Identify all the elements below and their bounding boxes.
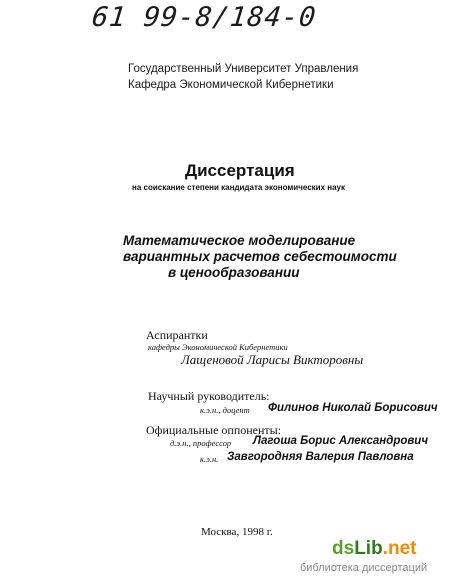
author-label: Аспирантки [146, 328, 208, 342]
place-and-date: Москва, 1998 г. [201, 526, 273, 538]
topic-line-3: в ценообразовании [168, 265, 300, 280]
document-title: Диссертация [185, 161, 295, 180]
dslib-logo[interactable] [332, 538, 416, 560]
opponent-1-rank: д.э.н., профессор [170, 438, 232, 448]
logo-net: .net [382, 538, 417, 559]
logo-ds: ds [332, 538, 355, 559]
topic-line-2: вариантных расчетов себестоимости [123, 249, 397, 264]
university-name: Государственный Университет Управления [128, 63, 359, 75]
department-name: Кафедра Экономической Кибернетики [128, 79, 334, 91]
advisor-name: Филинов Николай Борисович [268, 402, 438, 414]
topic-line-1: Математическое моделирование [123, 233, 356, 248]
author-name: Лащеновой Ларисы Викторовны [181, 352, 364, 367]
watermark-tagline: библиотека диссертаций [300, 562, 428, 574]
opponent-2-rank: к.э.н. [200, 454, 219, 464]
opponent-2-name: Завгородняя Валерия Павловна [227, 451, 414, 463]
advisor-rank: к.э.н., доцент [200, 405, 250, 415]
logo-lib: Lib [354, 538, 383, 559]
archive-stamp-code: 61 99-8/184-0 [90, 2, 318, 33]
author-department: кафедры Экономической Кибернетики [148, 342, 288, 352]
advisor-label: Научный руководитель: [148, 389, 270, 403]
opponent-1-name: Лагоша Борис Александрович [253, 435, 429, 447]
document-subtitle: на соискание степени кандидата экономических наук [132, 183, 345, 192]
opponents-label: Официальные оппоненты: [146, 423, 282, 437]
